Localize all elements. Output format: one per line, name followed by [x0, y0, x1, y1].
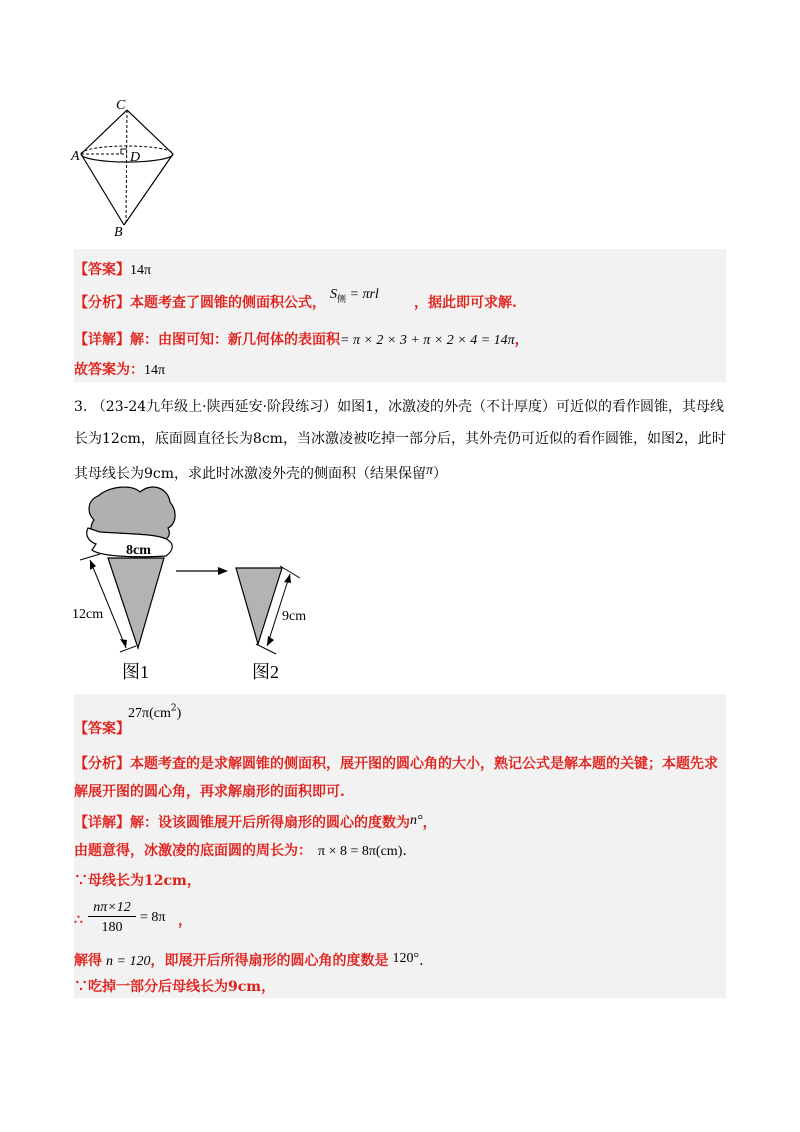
analysis-line-2a: 本题考查的是求解圆锥的侧面积，展开图的圆心角的大小，熟记公式是解本题的关键；本题先求 — [130, 756, 718, 772]
perimeter-formula: π × 8 = 8π(cm) — [318, 844, 403, 859]
analysis-tag-1: 【分析】 — [74, 295, 130, 311]
label-9cm: 9cm — [282, 609, 307, 624]
solve-mid: ，即展开后所得扇形的圆心角的度数是 — [150, 953, 389, 969]
ice-cream-figure — [70, 484, 320, 684]
solve-text: 解得 — [74, 953, 102, 969]
solve-formula: n = 120 — [106, 954, 151, 969]
answer-value-2: $27\pi(cm^2)$ — [128, 703, 182, 721]
because-line-1: ∵母线长为12cm， — [74, 873, 201, 889]
detail-formula-1: = π × 2 × 3 + π × 2 × 4 = 14π — [340, 333, 515, 348]
question-3: 3. （23-24九年级上·陕西延安·阶段练习）如图1，冰激凌的外壳（不计厚度）可近似的看作圆锥，其母线 长为12cm，底面圆直径长为8cm，当冰激凌被吃掉一部分后，其外壳仍可近似的看作圆锥，如图2，此时 其母线长为9cm，求此时冰激凌外壳的侧面积（结果保留π） — [74, 394, 734, 487]
label-a: A — [71, 149, 80, 164]
label-8cm: 8cm — [126, 543, 151, 558]
analysis-tail-1: ，据此即可求解. — [414, 295, 517, 311]
analysis-line-2b: 解展开图的圆心角，再求解扇形的面积即可. — [74, 784, 345, 800]
question-3-line-3: 其母线长为9cm，求此时冰激凌外壳的侧面积（结果保留 — [74, 466, 427, 482]
analysis-tag-2: 【分析】 — [74, 756, 130, 772]
detail-tag-1: 【详解】 — [74, 332, 130, 348]
analysis-text-1: 本题考查了圆锥的侧面积公式， — [130, 295, 326, 311]
caption-fig1: 图1 — [122, 662, 149, 682]
solve-value: 120° — [392, 951, 420, 966]
perimeter-line: 由题意得，冰激凌的底面圆的周长为： — [74, 843, 312, 859]
question-3-line-1: 3. （23-24九年级上·陕西延安·阶段练习）如图1，冰激凌的外壳（不计厚度）可近似的看作圆锥，其母线 — [74, 399, 724, 415]
detail-var: n° — [410, 813, 423, 828]
double-cone-figure — [70, 92, 180, 242]
label-b: B — [114, 225, 123, 240]
label-d: D — [130, 150, 141, 165]
detail-text-1: 解：由图可知：新几何体的表面积 — [130, 332, 340, 348]
final-text-1: 故答案为： — [74, 362, 144, 378]
detail-text-2: 解：设该圆锥展开后所得扇形的圆心的度数为 — [130, 815, 410, 831]
final-value-1: 14π — [144, 363, 166, 378]
detail-tag-2: 【详解】 — [74, 815, 130, 831]
fraction-equation: ∴ nπ×12 180 = 8π ， — [74, 900, 192, 935]
label-c: C — [116, 98, 126, 113]
lateral-area-formula: $S_侧 = \pi rl$ — [330, 287, 379, 306]
solution-block-2: $27\pi(cm^2)$ 【答案】 【分析】本题考查的是求解圆锥的侧面积，展开图的圆心角的大小，熟记公式是解本题的关键；本题先求 解展开图的圆心角，再求解扇形的面积即可. 【详解】解：设该圆锥展开后所得扇形的圆心的度数为n°， 由题意得，冰激凌的底面圆的周长为： π × 8 = 8π(cm). ∵母线长为12cm， ∴ nπ×12 180 = 8π ， 解得 n = 120，即展开后所得扇形的圆心角的度数是 120°. ∵吃掉一部分后母线长为9cm， — [74, 694, 726, 998]
answer-tag-1: 【答案】 — [74, 262, 130, 278]
caption-fig2: 图2 — [252, 662, 279, 682]
because-line-2: ∵吃掉一部分后母线长为9cm， — [74, 979, 276, 995]
question-3-line-2: 长为12cm，底面圆直径长为8cm，当冰激凌被吃掉一部分后，其外壳仍可近似的看作圆锥，如图2，此时 — [74, 431, 726, 447]
label-12cm: 12cm — [72, 607, 104, 622]
answer-value-1: 14π — [130, 263, 152, 278]
answer-tag-2: 【答案】 — [74, 721, 130, 737]
solution-block-1: 【答案】14π 【分析】本题考查了圆锥的侧面积公式， $S_侧 = \pi rl$ ，据此即可求解. 【详解】解：由图可知：新几何体的表面积= π × 2 × 3 + π × 2 × 4 = 14π， 故答案为：14π — [74, 249, 726, 382]
